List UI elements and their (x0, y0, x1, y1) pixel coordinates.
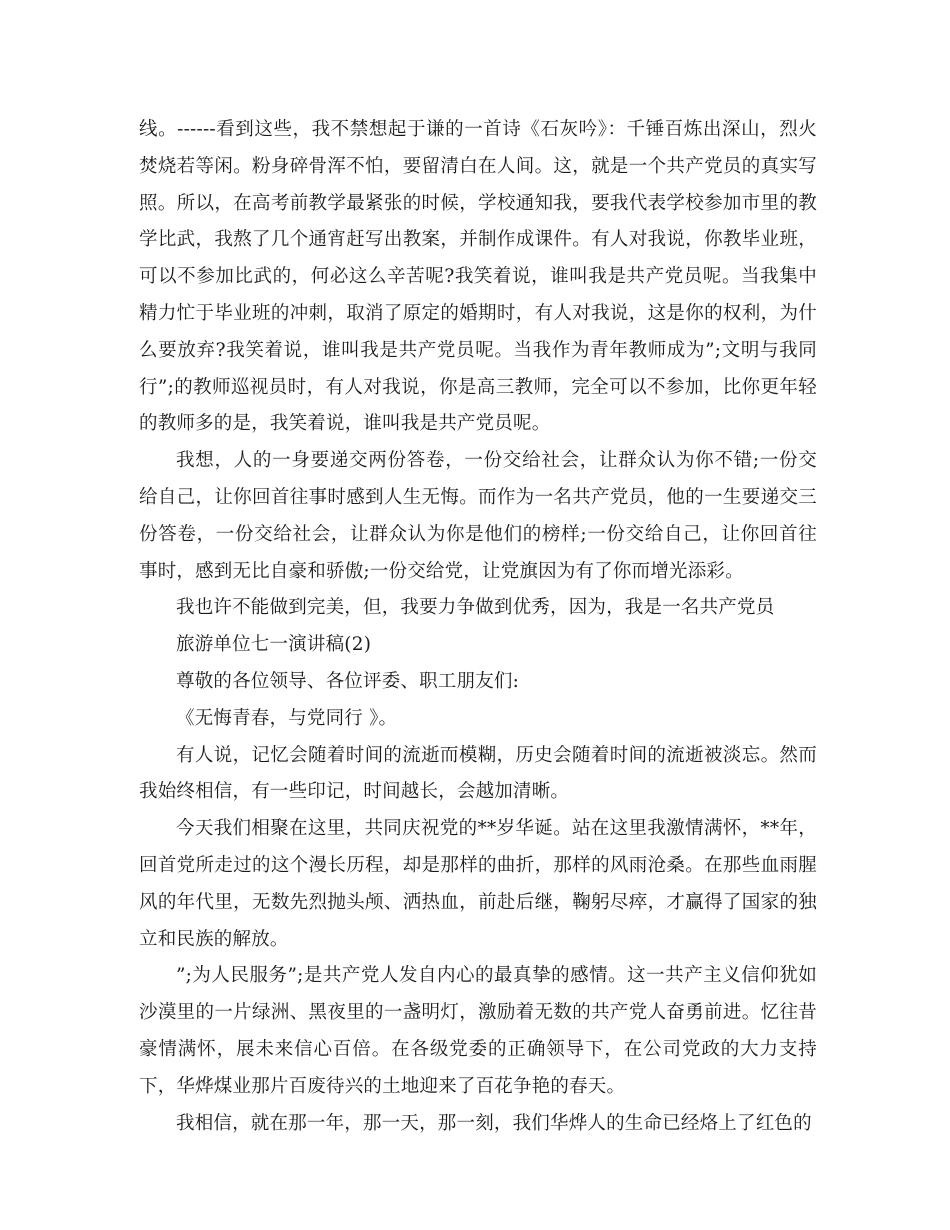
paragraph: 我相信，就在那一年，那一天，那一刻，我们华烨人的生命已经烙上了红色的 (176, 1112, 812, 1134)
paragraph: ”;为人民服务”;是共产党人发自内心的最真挚的感情。这一共产主义信仰犹如沙漠里的一片绿洲、黑夜里的一盏明灯，激励着无数的共产党人奋勇前进。忆往昔豪情满怀，展未来信心百倍。在各级党委的正确领导下，在公司党政的大力支持下，华烨煤业那片百废待兴的土地迎来了百花争艳的春天。 (139, 965, 817, 1097)
paragraph: 线。------看到这些，我不禁想起于谦的一首诗《石灰吟》：千锤百炼出深山，烈火焚烧若等闲。粉身碎骨浑不怕，要留清白在人间。这，就是一个共产党员的真实写照。所以，在高考前教学最紧张的时候，学校通知我，要我代表学校参加市里的教学比武，我熬了几个通宵赶写出教案，并制作成课件。有人对我说，你教毕业班，可以不参加比武的，何必这么辛苦呢?我笑着说，谁叫我是共产党员呢。当我集中精力忙于毕业班的冲刺，取消了原定的婚期时，有人对我说，这是你的权利，为什么要放弃?我笑着说，谁叫我是共产党员呢。当我作为青年教师成为”;文明与我同行”;的教师巡视员时，有人对我说，你是高三教师，完全可以不参加，比你更年轻的教师多的是，我笑着说，谁叫我是共产党员呢。 (139, 119, 817, 435)
paragraph: 我想，人的一身要递交两份答卷，一份交给社会，让群众认为你不错;一份交给自己，让你回首往事时感到人生无悔。而作为一名共产党员，他的一生要递交三份答卷，一份交给社会，让群众认为你是他们的榜样;一份交给自己，让你回首往事时，感到无比自豪和骄傲;一份交给党，让党旗因为有了你而增光添彩。 (139, 450, 817, 582)
speech-title: 《无悔青春，与党同行 》。 (176, 707, 398, 729)
salutation: 尊敬的各位领导、各位评委、职工朋友们: (176, 670, 520, 692)
document-body (139, 112, 817, 1142)
paragraph: 我也许不能做到完美，但，我要力争做到优秀，因为，我是一名共产党员 (176, 597, 775, 619)
paragraph: 有人说，记忆会随着时间的流逝而模糊，历史会随着时间的流逝被淡忘。然而我始终相信，有一些印记，时间越长，会越加清晰。 (139, 744, 817, 803)
paragraph: 今天我们相聚在这里，共同庆祝党的**岁华诞。站在这里我激情满怀，**年，回首党所走过的这个漫长历程，却是那样的曲折，那样的风雨沧桑。在那些血雨腥风的年代里，无数先烈抛头颅、洒热血，前赴后继，鞠躬尽瘁，才赢得了国家的独立和民族的解放。 (139, 818, 817, 950)
section-title: 旅游单位七一演讲稿(2) (176, 634, 372, 656)
